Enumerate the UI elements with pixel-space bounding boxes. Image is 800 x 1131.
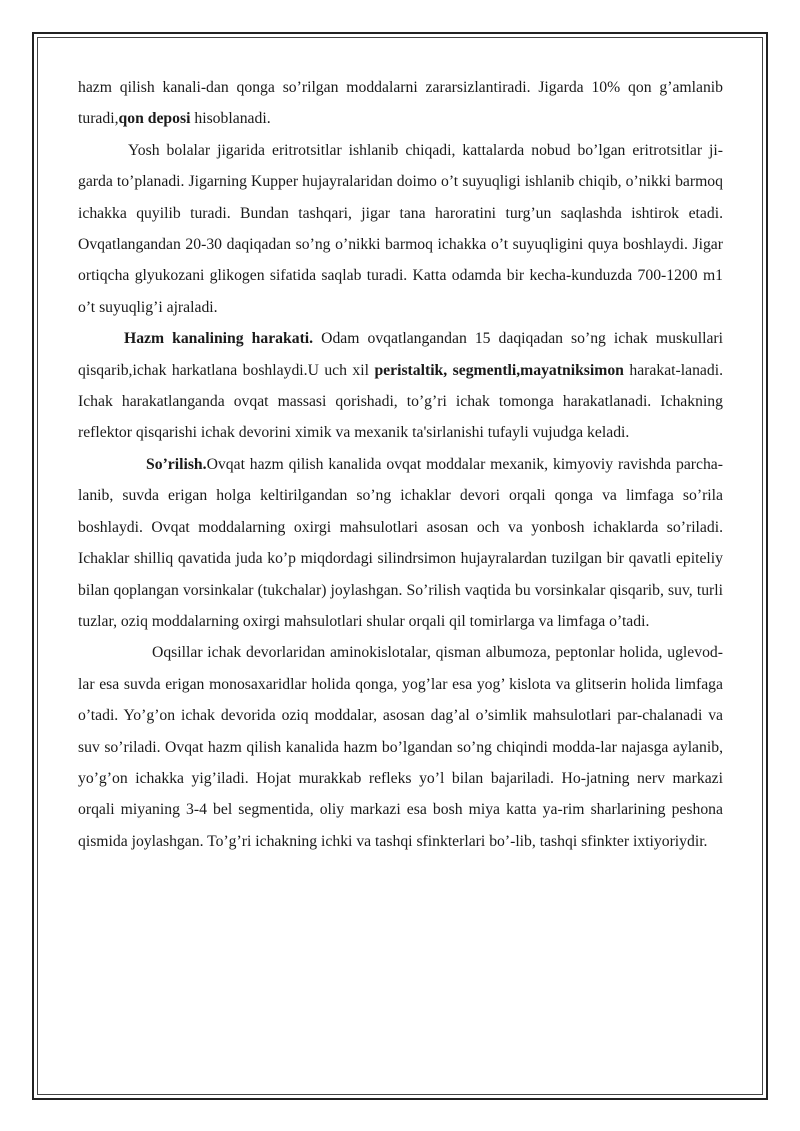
paragraph-digestive-motility	[78, 323, 723, 449]
paragraph-text: Oqsillar ichak devorlaridan aminokislotalar, qisman albumoza, peptonlar holida, uglevod-lar esa suvda erigan monosaxaridlar holida qonga, yog’lar esa yog’ kislota va glitserin holida limfaga o’tadi. Yo’g’on ichak devorida oziq moddalar, asosan dag’al o’simlik mahsulotlari par-chalanadi va suv so’riladi. Ovqat hazm qilish kanalida hazm bo’lgandan so’ng chiqindi modda-lar najasga aylanib, yo’g’on ichakka yig’iladi. Hojat murakkab refleks yo’l bilan bajariladi. Ho-jatning nerv markazi orqali miyaning 3-4 bel segmentida, oliy markazi esa bosh miya katta ya-rim sharlarining peshona qismida joylashgan. To’g’ri ichakning ichki va tashqi sfinkterlari bo’-lib, tashqi sfinkter ixtiyoriydir.	[78, 644, 723, 850]
document-body	[78, 72, 723, 857]
paragraph-liver-function	[78, 135, 723, 323]
paragraph-text: Ovqat hazm qilish kanalida ovqat moddalar mexanik, kimyoviy ravishda parcha-lanib, suvda erigan holga keltirilgandan so’ng ichaklar devori orqali qonga va limfaga so’rila boshlaydi. Ovqat moddalarning oxirgi mahsulotlari asosan och va yonbosh ichaklarda so’riladi. Ichaklar shilliq qavatida juda ko’p miqdordagi silindrsimon hujayralardan tuzilgan bir qavatli epiteliy bilan qoplangan vorsinkalar (tukchalar) joylashgan. So’rilish vaqtida bu vorsinkalar qisqarib, suv, turli tuzlar, oziq moddalarning oxirgi mahsulotlari shular orqali qil tomirlarga va limfaga o’tadi.	[78, 455, 723, 630]
paragraph-text: harakat-lanadi. Ichak harakatlanganda ovqat massasi qorishadi, to’g’ri ichak tomonga harakatlanadi. Ichakning reflektor qisqarishi ichak devorini ximik va mexanik ta'sirlanishi tufayli vujudga keladi.	[78, 361, 723, 442]
paragraph-absorption	[78, 449, 723, 637]
section-heading-absorption: So’rilish.	[146, 455, 207, 473]
paragraph-text: hisoblanadi.	[190, 110, 271, 128]
bold-term-movement-types: peristaltik, segmentli,mayatniksimon	[374, 361, 624, 379]
paragraph-text: hazm qilish kanali-dan qonga so’rilgan moddalarni zararsizlantiradi. Jigarda 10% qon g’amlanib turadi,	[78, 79, 723, 128]
paragraph-text: Yosh bolalar jigarida eritrotsitlar ishlanib chiqadi, kattalarda nobud bo’lgan eritrotsitlar ji-garda to’planadi. Jigarning Kupper hujayralaridan doimo o’t suyuqligi ishlanib chiqib, o’nikki barmoq ichakka quyilib turadi. Bundan tashqari, jigar tana haroratini turg’un saqlashda ishtirok etadi. Ovqatlangandan 20-30 daqiqadan so’ng o’nikki barmoq ichakka o’t suyuqligini quya boshlaydi. Jigar ortiqcha glyukozani glikogen sifatida saqlab turadi. Katta odamda bir kecha-kunduzda 700-1200 m1 o’t suyuqlig’i ajraladi.	[78, 141, 723, 316]
paragraph-nutrient-absorption	[78, 637, 723, 857]
section-heading-motility: Hazm kanalining harakati.	[124, 330, 314, 348]
paragraph-text: Odam ovqatlangandan 15 daqiqadan so’ng ichak muskullari qisqarib,ichak harkatlana boshlaydi.U uch xil	[78, 330, 724, 379]
bold-term-blood-depot: qon deposi	[118, 110, 191, 128]
paragraph-liver-blood-depot	[78, 72, 723, 135]
